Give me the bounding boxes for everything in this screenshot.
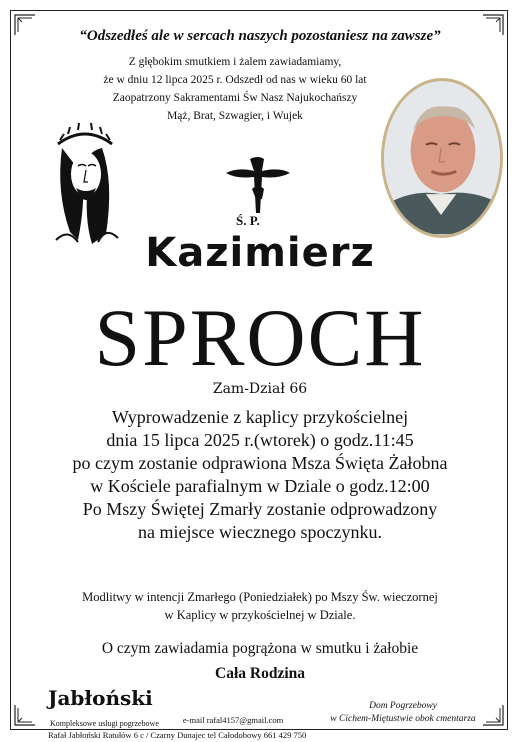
intro-line: że w dniu 12 lipca 2025 r. Odszedł od nas w wieku 60 lat [103, 74, 367, 86]
funeral-line: dnia 15 lipca 2025 r.(wtorek) o godz.11:45 [106, 430, 414, 450]
funeral-home-location-line: Dom Pogrzebowy [369, 701, 437, 711]
corner-ornament [482, 14, 504, 36]
funeral-line: po czym zostanie odprawiona Msza Święta Żałobna [72, 453, 448, 473]
funeral-home-tagline: Kompleksowe usługi pogrzebowe [50, 719, 159, 728]
funeral-line: w Kościele parafialnym w Dziale o godz.12:00 [90, 476, 430, 496]
funeral-home-email: e-mail rafal4157@gmail.com [182, 715, 284, 725]
funeral-home-logo: Jabłoński [48, 686, 153, 710]
funeral-home-address: Rafał Jabłoński Ratułów 6 c / Czarny Dunajec tel Całodobowy 661 429 750 [48, 730, 307, 740]
funeral-details [30, 406, 490, 544]
place-of-residence: Zam-Dział 66 [212, 381, 308, 397]
corner-ornament [14, 704, 36, 726]
corner-ornament [14, 14, 36, 36]
prayers-line: Modlitwy w intencji Zmarłego (Poniedziałek) po Mszy Św. wieczornej [82, 590, 438, 604]
funeral-line: Po Mszy Świętej Zmarły zostanie odprowadzony [82, 499, 438, 519]
funeral-line: na miejsce wiecznego spoczynku. [138, 522, 382, 542]
christ-image [48, 122, 122, 246]
intro-text [80, 53, 390, 125]
intro-line: Z głębokim smutkiem i żalem zawiadamiamy, [128, 56, 342, 68]
intro-line: Mąż, Brat, Szwagier, i Wujek [167, 110, 303, 122]
funeral-home-location [318, 700, 488, 726]
funeral-home-location-line: w Cichem-Miętustwie obok cmentarza [330, 714, 476, 724]
prayers-info [30, 588, 490, 624]
cross-icon [222, 155, 294, 227]
motto: “Odszedłeś ale w sercach naszych pozostaniesz na zawsze” [79, 28, 441, 44]
family-signature: Cała Rodzina [215, 665, 305, 682]
prayers-line: w Kaplicy w przykościelnej w Dziale. [164, 608, 356, 622]
deceased-photo [381, 78, 503, 238]
intro-line: Zaopatrzony Sakramentami Św Nasz Najukochańszy [112, 92, 358, 104]
funeral-line: Wyprowadzenie z kaplicy przykościelnej [111, 407, 409, 427]
cross-letters: Ś. P. [236, 213, 260, 227]
first-name: Kazimierz [145, 230, 375, 276]
surname: SPROCH [94, 292, 426, 383]
announcement: O czym zawiadamia pogrążona w smutku i żałobie [101, 640, 419, 657]
funeral-home-info [48, 688, 308, 740]
